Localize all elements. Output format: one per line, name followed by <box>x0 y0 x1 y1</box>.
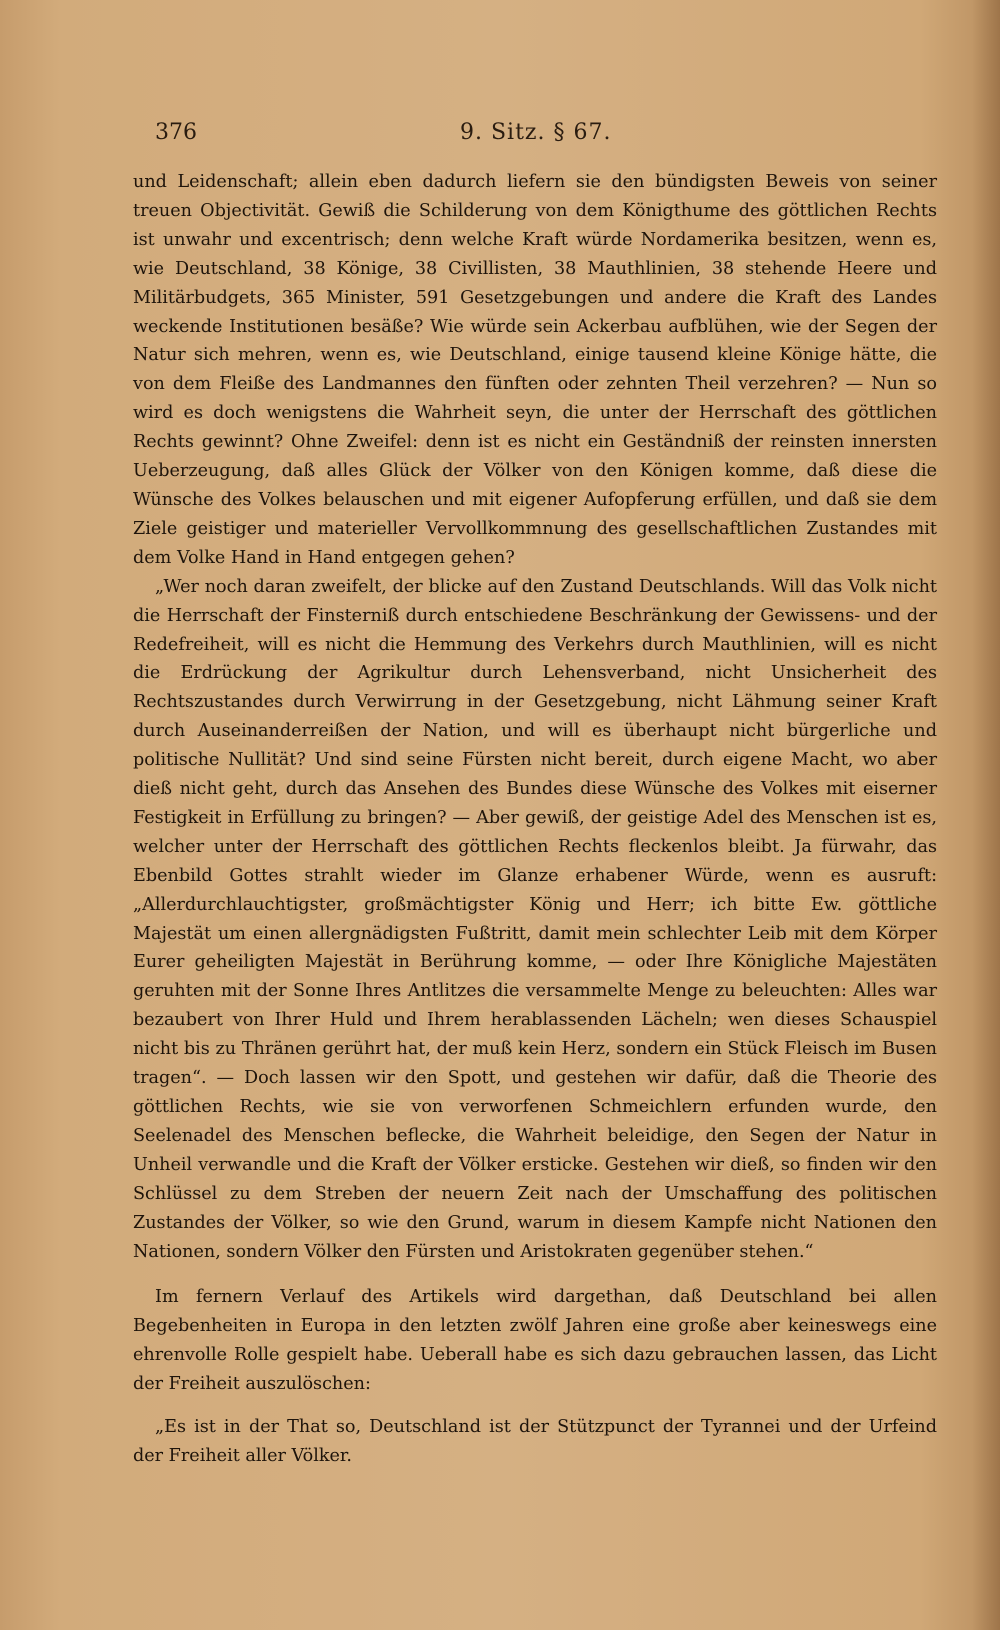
page-number: 376 <box>155 120 197 145</box>
body-text <box>133 168 937 1471</box>
paragraph-4: „Es ist in der That so, Deutschland ist der Stützpunct der Tyrannei und der Urfeind der Freiheit aller Völker. <box>133 1417 937 1466</box>
page-edge-shadow <box>972 0 1000 1630</box>
running-head: 9. Sitz. § 67. <box>460 120 612 145</box>
paragraph-1: und Leidenschaft; allein eben dadurch liefern sie den bündigsten Beweis von seiner treuen Objectivität. Gewiß die Schilderung von dem Königthume des göttlichen Rechts ist unwahr und excentrisch; denn welche Kraft würde Nordamerika besitzen, wenn es, wie Deutschland, 38 Könige, 38 Civillisten, 38 Mauthlinien, 38 stehende Heere und Militärbudgets, 365 Minister, 591 Gesetzgebungen und andere die Kraft des Landes weckende Institutionen besäße? Wie würde sein Ackerbau aufblühen, wie der Segen der Natur sich mehren, wenn es, wie Deutschland, einige tausend kleine Könige hätte, die von dem Fleiße des Landmannes den fünften oder zehnten Theil verzehren? — Nun so wird es doch wenigstens die Wahrheit seyn, die unter der Herrschaft des göttlichen Rechts gewinnt? Ohne Zweifel: denn ist es nicht ein Geständniß der reinsten innersten Ueberzeugung, daß alles Glück der Völker von den Königen komme, daß diese die Wünsche des Volkes belauschen und mit eigener Aufopferung erfüllen, und daß sie dem Ziele geistiger und materieller Vervollkommnung des gesellschaftlichen Zustandes mit dem Volke Hand in Hand entgegen gehen? <box>133 172 937 568</box>
page-header <box>155 120 855 150</box>
paragraph-2: „Wer noch daran zweifelt, der blicke auf den Zustand Deutschlands. Will das Volk nicht die Herrschaft der Finsterniß durch entschiedene Beschränkung der Gewissens- und der Redefreiheit, will es nicht die Hemmung des Verkehrs durch Mauthlinien, will es nicht die Erdrückung der Agrikultur durch Lehensverband, nicht Unsicherheit des Rechtszustandes durch Verwirrung in der Gesetzgebung, nicht Lähmung seiner Kraft durch Auseinanderreißen der Nation, und will es überhaupt nicht bürgerliche und politische Nullität? Und sind seine Fürsten nicht bereit, durch eigene Macht, wo aber dieß nicht geht, durch das Ansehen des Bundes diese Wünsche des Volkes mit eiserner Festigkeit in Erfüllung zu bringen? — Aber gewiß, der geistige Adel des Menschen ist es, welcher unter der Herrschaft des göttlichen Rechts fleckenlos bleibt. Ja fürwahr, das Ebenbild Gottes strahlt wieder im Glanze erhabener Würde, wenn es ausruft: „Allerdurchlauchtigster, großmächtigster König und Herr; ich bitte Ew. göttliche Majestät um einen allergnädigsten Fußtritt, damit mein schlechter Leib mit dem Körper Eurer geheiligten Majestät in Berührung komme, — oder Ihre Königliche Majestäten geruhten mit der Sonne Ihres Antlitzes die versammelte Menge zu beleuchten: Alles war bezaubert von Ihrer Huld und Ihrem herablassenden Lächeln; wen dieses Schauspiel nicht bis zu Thränen gerührt hat, der muß kein Herz, sondern ein Stück Fleisch im Busen tragen“. — Doch lassen wir den Spott, und gestehen wir dafür, daß die Theorie des göttlichen Rechts, wie sie von verworfenen Schmeichlern erfunden wurde, den Seelenadel des Menschen beflecke, die Wahrheit beleidige, den Segen der Natur in Unheil verwandle und die Kraft der Völker ersticke. Gestehen wir dieß, so finden wir den Schlüssel zu dem Streben der neuern Zeit nach der Umschaffung des politischen Zustandes der Völker, so wie den Grund, warum in diesem Kampfe nicht Nationen den Nationen, sondern Völker den Fürsten und Aristokraten gegenüber stehen.“ <box>133 576 937 1262</box>
paragraph-3: Im fernern Verlauf des Artikels wird dargethan, daß Deutschland bei allen Begebenheiten in Europa in den letzten zwölf Jahren eine große aber keineswegs eine ehrenvolle Rolle gespielt habe. Ueberall habe es sich dazu gebrauchen lassen, das Licht der Freiheit auszulöschen: <box>133 1287 937 1395</box>
